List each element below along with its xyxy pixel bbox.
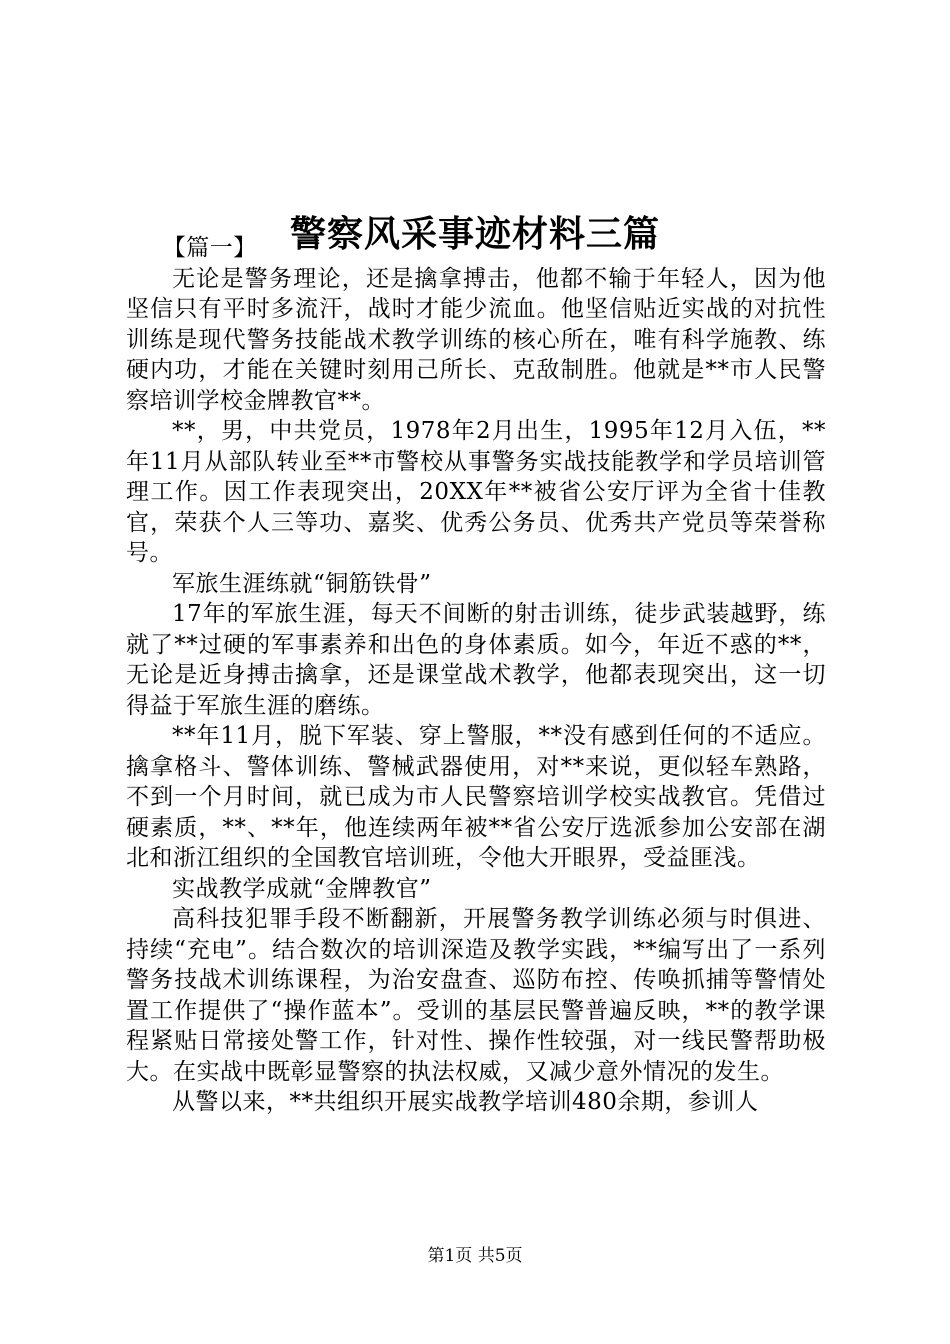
paragraph: **，男，中共党员，1978年2月出生，1995年12月入伍，**年11月从部队转业至**市警校从事警务实战技能教学和学员培训管理工作。因工作表现突出，20XX年**被省公安厅评为全省十佳教官，荣获个人三等功、嘉奖、优秀公务员、优秀共产党员等荣誉称号。 <box>126 418 826 566</box>
page-number: 第1页 共5页 <box>427 1246 523 1266</box>
paragraph: 17年的军旅生涯，每天不间断的射击训练，徒步武装越野，练就了**过硬的军事素养和出色的身体素质。如今，年近不惑的**，无论是近身搏击擒拿，还是课堂战术教学，他都表现突出，这一切得益于军旅生涯的磨练。 <box>126 601 826 719</box>
paragraph: 高科技犯罪手段不断翻新，开展警务教学训练必须与时俱进、持续“充电”。结合数次的培训深造及教学实践，**编写出了一系列警务技战术训练课程，为治安盘查、巡防布控、传唤抓捕等警情处置工作提供了“操作蓝本”。受训的基层民警普遍反映，**的教学课程紧贴日常接处警工作，针对性、操作性较强，对一线民警帮助极大。在实战中既彰显警察的执法权威，又减少意外情况的发生。 <box>126 906 826 1085</box>
page-footer <box>0 1245 950 1267</box>
paragraph: **年11月，脱下军装、穿上警服，**没有感到任何的不适应。擒拿格斗、警体训练、警械武器使用，对**来说，更似轻车熟路，不到一个月时间，就已成为市人民警察培训学校实战教官。凭借过硬素质，**、**年，他连续两年被**省公安厅选派参加公安部在湖北和浙江组织的全国教官培训班，令他大开眼界，受益匪浅。 <box>126 723 826 871</box>
section-heading: 实战教学成就“金牌教官” <box>172 875 432 902</box>
paragraph: 无论是警务理论，还是擒拿搏击，他都不输于年轻人，因为他坚信只有平时多流汗，战时才能少流血。他坚信贴近实战的对抗性训练是现代警务技能战术教学训练的核心所在，唯有科学施教、练硬内功，才能在关键时刻用己所长、克敌制胜。他就是**市人民警察培训学校金牌教官**。 <box>126 265 826 414</box>
document-title: 警察风采事迹材料三篇 <box>289 213 660 256</box>
section-label: 【篇一】 <box>162 235 257 261</box>
document-body <box>126 233 826 1118</box>
section-heading: 军旅生涯练就“铜筋铁骨” <box>172 570 432 597</box>
paragraph: 从警以来，**共组织开展实战教学培训480余期，参训人 <box>172 1089 759 1115</box>
